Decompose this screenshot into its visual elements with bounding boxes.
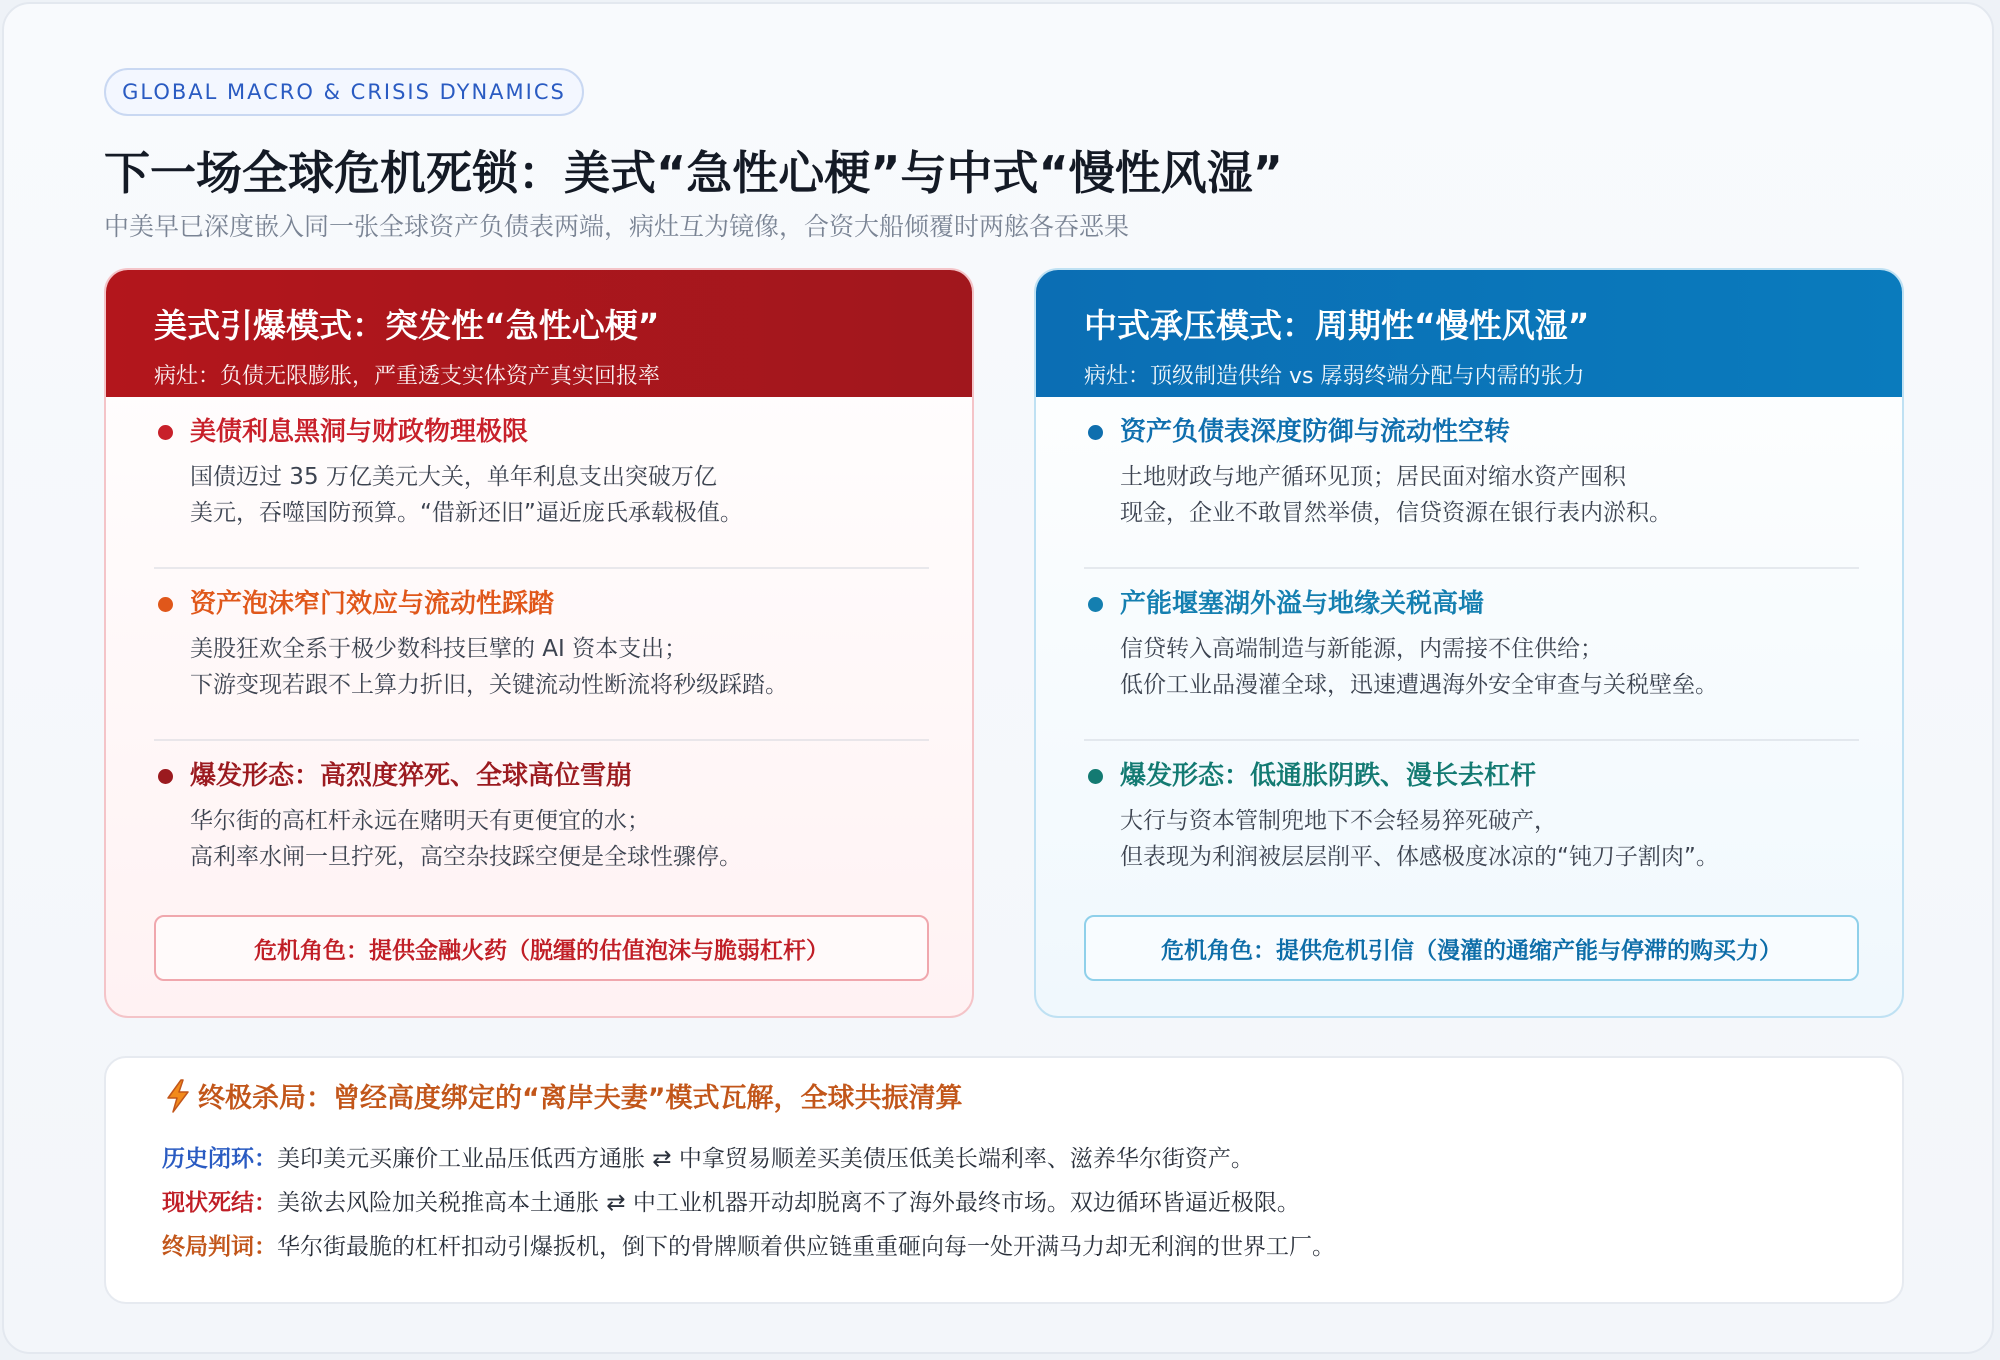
- us-item-outbreak: [154, 741, 929, 913]
- us-item-line: 高利率水闸一旦拧死，高空杂技踩空便是全球性骤停。: [190, 844, 742, 870]
- us-item-line: 下游变现若跟不上算力折旧，关键流动性断流将秒级踩踏。: [190, 672, 788, 698]
- cn-item-title: 资产负债表深度防御与流动性空转: [1120, 417, 1511, 447]
- us-item-title: 美债利息黑洞与财政物理极限: [190, 417, 529, 447]
- row-text: 华尔街最脆的杠杆扣动引爆扳机，倒下的骨牌顺着供应链重重砸向每一处开满马力却无利润的世界工厂。: [277, 1234, 1335, 1260]
- us-item-body: [190, 631, 930, 703]
- cn-item-line: 但表现为利润被层层削平、体感极度冰凉的“钝刀子割肉”。: [1120, 844, 1719, 870]
- bullet-dot-icon: [158, 769, 173, 784]
- us-card-title: 美式引爆模式：突发性“急性心梗”: [154, 306, 660, 345]
- cn-item-line: 信贷转入高端制造与新能源，内需接不住供给；: [1120, 636, 1603, 662]
- bullet-dot-icon: [1088, 597, 1103, 612]
- bullet-dot-icon: [1088, 769, 1103, 784]
- cn-item-line: 大行与资本管制兜地下不会轻易猝死破产，: [1120, 808, 1557, 834]
- cn-card-subtitle: 病灶：顶级制造供给 vs 孱弱终端分配与内需的张力: [1084, 364, 1585, 389]
- cn-item-title: 爆发形态：低通胀阴跌、漫长去杠杆: [1120, 761, 1537, 791]
- row-text: 美欲去风险加关税推高本土通胀 ⇄ 中工业机器开动却脱离不了海外最终市场。双边循环皆逼近极限。: [277, 1190, 1300, 1216]
- us-card-subtitle: 病灶：负债无限膨胀，严重透支实体资产真实回报率: [154, 364, 661, 389]
- us-item-body: [190, 803, 930, 875]
- cn-crisis-role: 危机角色：提供危机引信（漫灌的通缩产能与停滞的购买力）: [1084, 915, 1859, 981]
- us-item-debt: [154, 397, 929, 569]
- section-tag: GLOBAL MACRO & CRISIS DYNAMICS: [104, 68, 584, 116]
- endgame-title: [164, 1076, 963, 1115]
- us-crisis-role: 危机角色：提供金融火药（脱缰的估值泡沫与脆弱杠杆）: [154, 915, 929, 981]
- us-item-line: 美股狂欢全系于极少数科技巨擘的 AI 资本支出；: [190, 636, 688, 662]
- bullet-dot-icon: [1088, 425, 1103, 440]
- us-card-header: [106, 270, 972, 397]
- history-loop-row: [162, 1140, 1882, 1173]
- row-label: 现状死结：: [162, 1190, 277, 1216]
- current-deadlock-row: [162, 1184, 1882, 1217]
- us-item-line: 国债迈过 35 万亿美元大关，单年利息支出突破万亿: [190, 464, 717, 490]
- row-label: 终局判词：: [162, 1234, 277, 1260]
- page-subtitle: 中美早已深度嵌入同一张全球资产负债表两端，病灶互为镜像，合资大船倾覆时两舷各吞恶果: [104, 212, 1130, 241]
- us-item-title: 爆发形态：高烈度猝死、全球高位雪崩: [190, 761, 633, 791]
- us-item-line: 美元，吞噬国防预算。“借新还旧”逼近庞氏承载极值。: [190, 500, 743, 526]
- cn-item-body: [1120, 459, 1860, 531]
- cn-item-title: 产能堰塞湖外溢与地缘关税高墙: [1120, 589, 1485, 619]
- cn-item-line: 低价工业品漫灌全球，迅速遭遇海外安全审查与关税壁垒。: [1120, 672, 1718, 698]
- endgame-summary-panel: [104, 1056, 1904, 1304]
- us-item-bubble: [154, 569, 929, 741]
- bullet-dot-icon: [158, 425, 173, 440]
- bullet-dot-icon: [158, 597, 173, 612]
- endgame-title-text: 终极杀局：曾经高度绑定的“离岸夫妻”模式瓦解，全球共振清算: [198, 1083, 963, 1114]
- cn-mode-card: [1034, 268, 1904, 1018]
- cn-item-line: 土地财政与地产循环见顶；居民面对缩水资产囤积: [1120, 464, 1626, 490]
- page-frame: [2, 2, 1994, 1354]
- cn-item-body: [1120, 631, 1860, 703]
- final-verdict-row: [162, 1228, 1882, 1261]
- row-label: 历史闭环：: [162, 1146, 277, 1172]
- cn-item-balance-sheet: [1084, 397, 1859, 569]
- us-item-line: 华尔街的高杠杆永远在赌明天有更便宜的水；: [190, 808, 650, 834]
- cn-item-outbreak: [1084, 741, 1859, 913]
- cn-item-body: [1120, 803, 1860, 875]
- us-item-body: [190, 459, 930, 531]
- cn-item-line: 现金，企业不敢冒然举债，信贷资源在银行表内淤积。: [1120, 500, 1672, 526]
- us-item-title: 资产泡沫窄门效应与流动性踩踏: [190, 589, 555, 619]
- us-mode-card: [104, 268, 974, 1018]
- cn-card-header: [1036, 270, 1902, 397]
- row-text: 美印美元买廉价工业品压低西方通胀 ⇄ 中拿贸易顺差买美债压低美长端利率、滋养华尔街资产。: [277, 1146, 1254, 1172]
- page-title: 下一场全球危机死锁：美式“急性心梗”与中式“慢性风湿”: [104, 146, 1283, 200]
- cn-card-title: 中式承压模式：周期性“慢性风湿”: [1084, 306, 1590, 345]
- cn-item-capacity: [1084, 569, 1859, 741]
- lightning-bolt-icon: [164, 1079, 192, 1113]
